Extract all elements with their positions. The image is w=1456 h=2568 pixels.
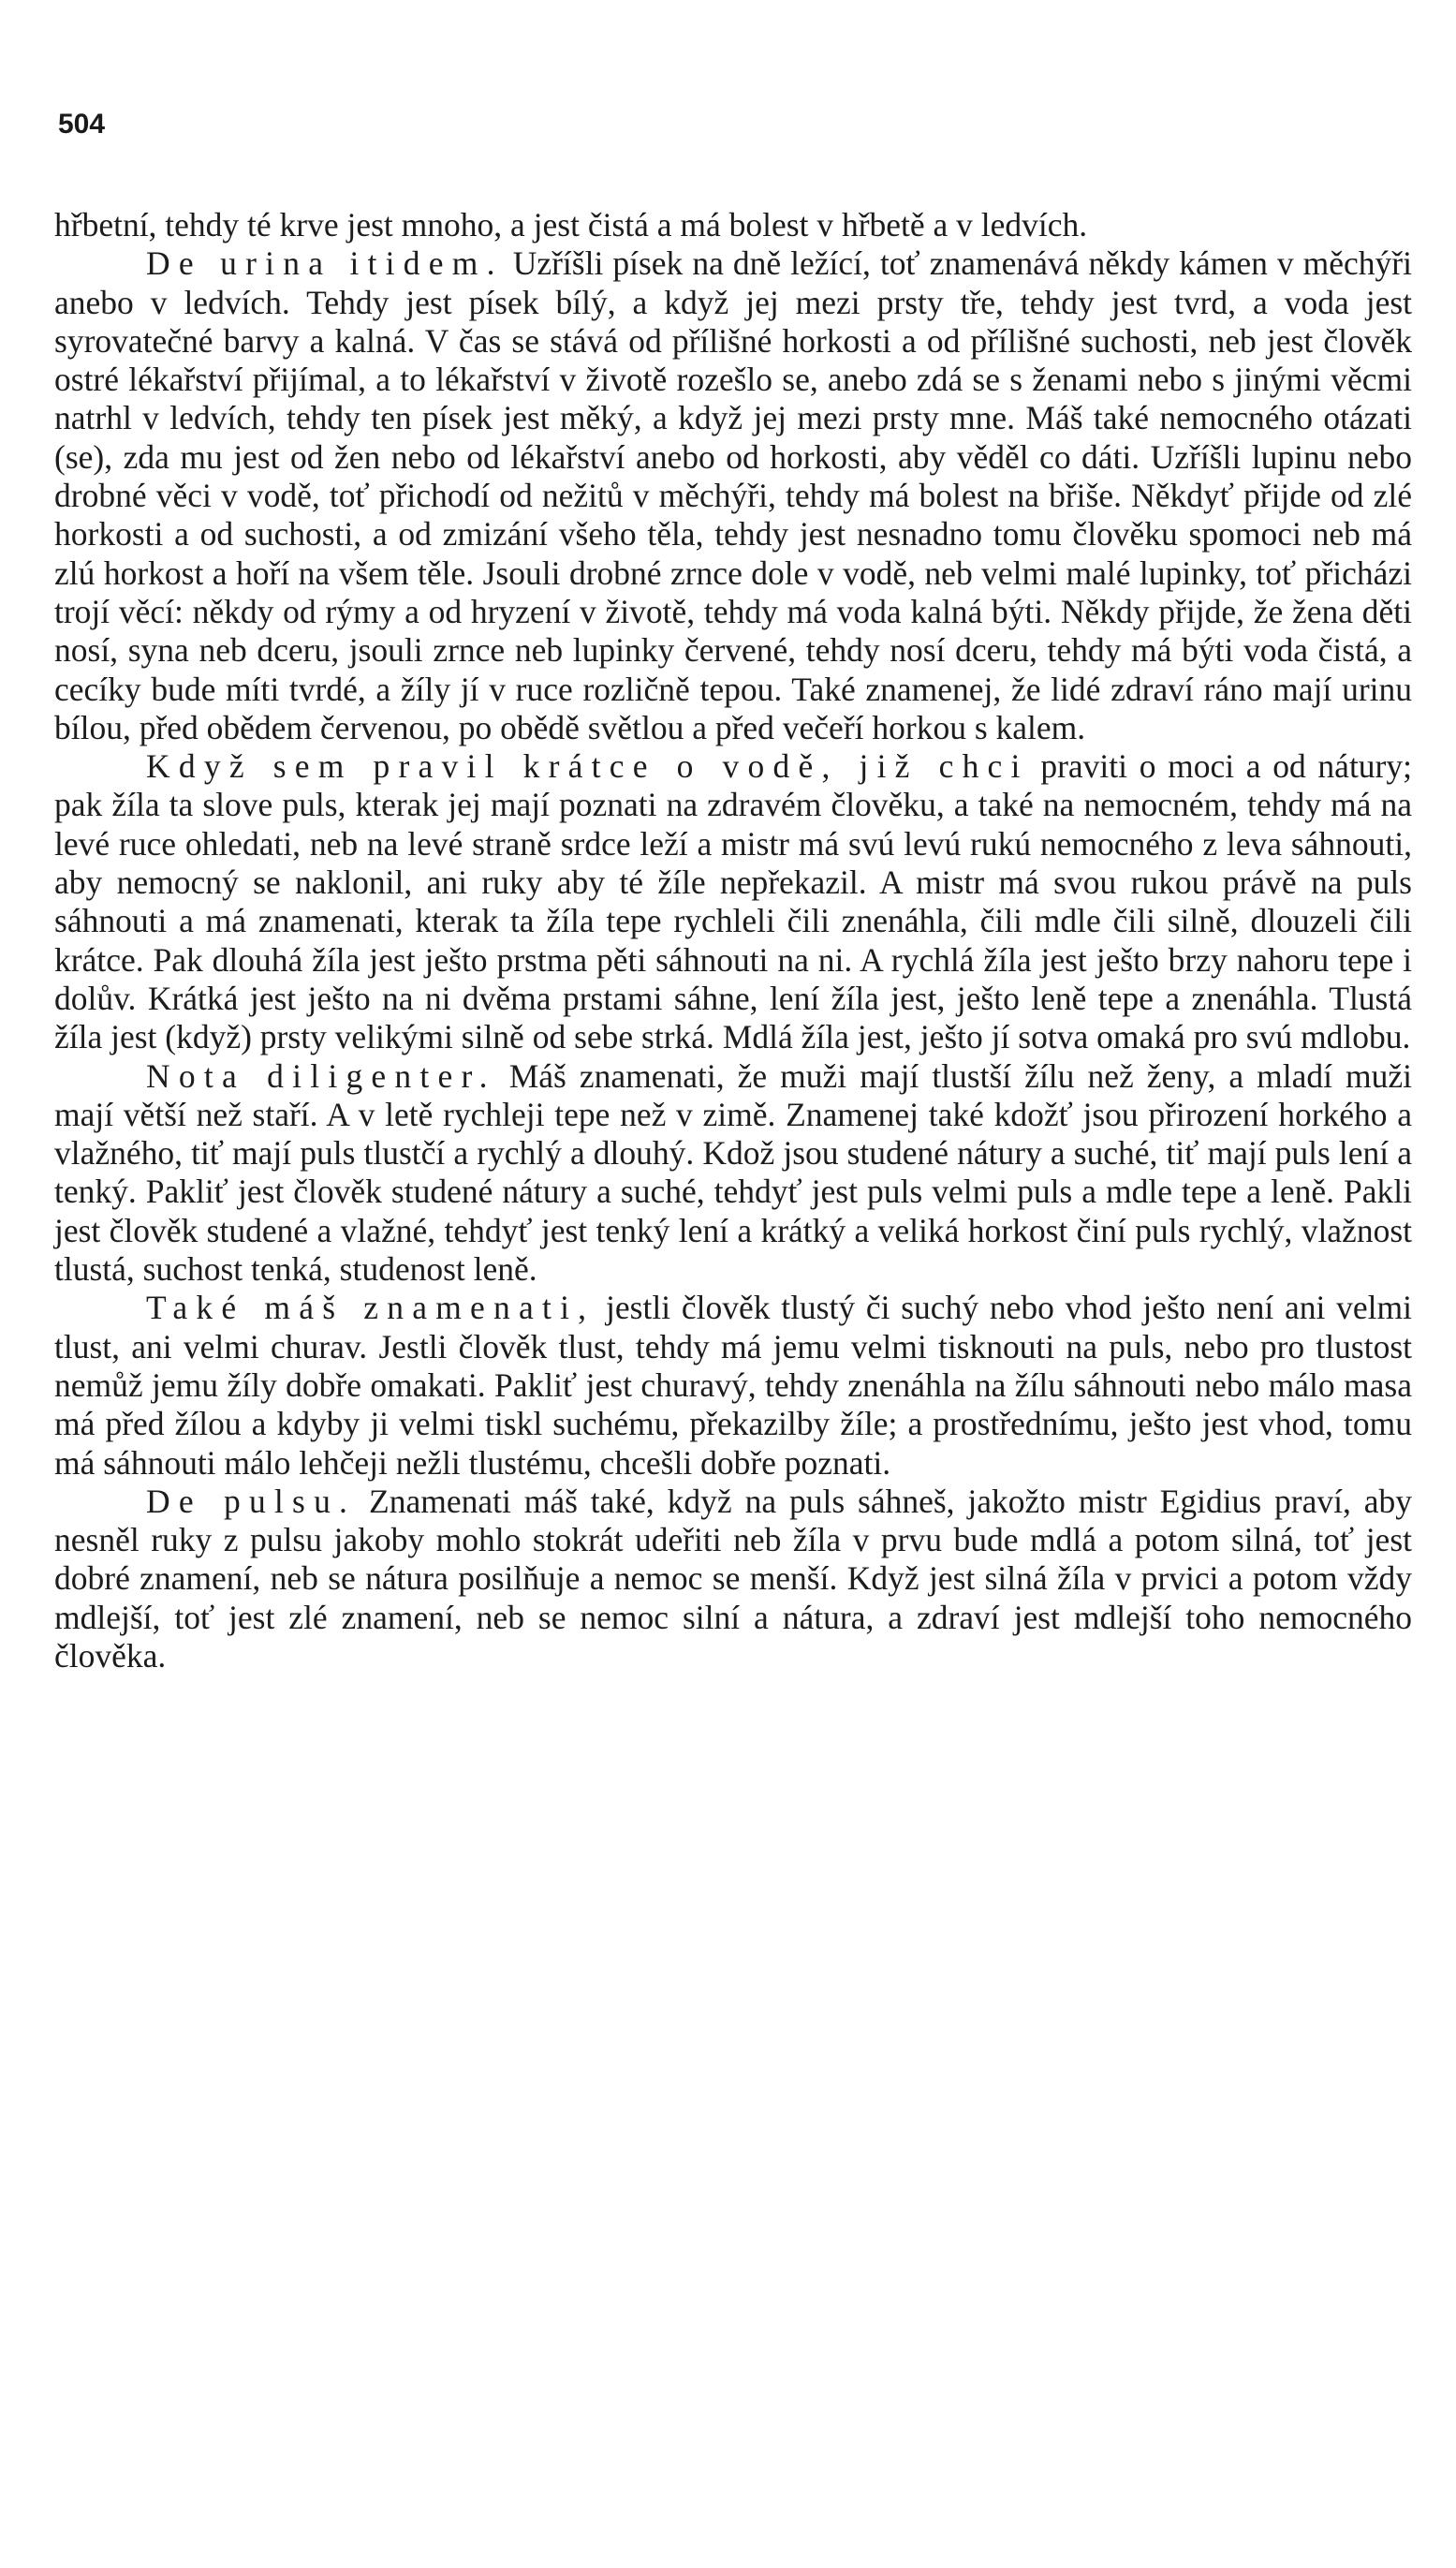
- paragraph-text: Máš znamenati, že muži mají tlustší žílu než ženy, a mladí muži mají větší než staří. A v letě rychleji tepe než v zimě. Znamenej také kdožť jsou přirození horkého a vlažného, tiť mají puls tlustčí a rychlý a dlouhý. Kdož jsou studené nátury a suché, tiť mají puls lení a tenký. Pakliť jest člověk studené nátury a suché, tehdyť jest puls velmi puls a mdle tepe a leně. Pakli jest člověk studené a vlažné, tehdyť jest tenký lení a krátký a veliká horkost činí puls rychlý, vlažnost tlustá, suchost tenká, studenost leně.: [54, 1056, 1412, 1289]
- paragraph-lead: Nota diligenter.: [146, 1056, 496, 1095]
- paragraph-text: hřbetní, tehdy té krve jest mnoho, a jest čistá a má bolest v hřbetě a v ledvích.: [54, 206, 1088, 244]
- paragraph-continuation: [54, 206, 1412, 244]
- paragraph-de-urina: [54, 244, 1412, 747]
- paragraph-lead: De urina itidem.: [146, 244, 504, 283]
- paragraph-text: jestli člověk tlustý či suchý nebo vhod ješto není ani velmi tlust, ani velmi churav. Jestli člověk tlust, tehdy má jemu velmi tisknouti na puls, nebo pro tlustost nemůž jemu žíly dobře omakati. Pakliť jest churavý, tehdy znenáhla na žílu sáhnouti nebo málo masa má před žílou a kdyby ji velmi tiskl suchému, překazilby žíle; a prostřednímu, ješto jest vhod, tomu má sáhnouti málo lehčeji nežli tlustému, chcešli dobře poznati.: [54, 1289, 1412, 1482]
- paragraph-lead: Když sem pravil krátce o vodě, již chci: [146, 747, 1029, 786]
- paragraph-text: Znamenati máš také, když na puls sáhneš, jakožto mistr Egidius praví, aby nesněl ruky z pulsu jakoby mohlo stokrát udeřiti neb žíla v prvu bude mdlá a potom silná, toť jest dobré znamení, neb se nátura posilňuje a nemoc se menší. Když jest silná žíla v prvici a potom vždy mdlejší, toť jest zlé znamení, neb se nemoc silní a nátura, a zdraví jest mdlejší toho nemocného člověka.: [54, 1482, 1412, 1675]
- paragraph-de-pulsu: [54, 1483, 1412, 1675]
- paragraph-text: praviti o moci a od nátury; pak žíla ta slove puls, kterak jej mají poznati na zdravém člověku, a také na nemocném, tehdy má na levé ruce ohledati, neb na levé straně srdce leží a mistr má svú levú rukú nemocného z leva sáhnouti, aby nemocný se naklonil, ani ruky aby té žíle nepřekazil. A mistr má svou rukou právě na puls sáhnouti a má znamenati, kterak ta žíla tepe rychleli čili znenáhla, čili mdle čili silně, dlouzeli čili krátce. Pak dlouhá žíla jest ješto prstma pěti sáhnouti na ni. A rychlá žíla jest ješto brzy nahoru tepe i dolův. Krátká jest ješto na ni dvěma prstami sáhne, lení žíla jest, ješto leně tepe a znenáhla. Tlustá žíla jest (když) prsty velikými silně od sebe strká. Mdlá žíla jest, ješto jí sotva omaká pro svú mdlobu.: [54, 747, 1412, 1056]
- paragraph-text: Uzříšli písek na dně ležící, toť znamenává někdy kámen v měchýři anebo v ledvích. Tehdy jest písek bílý, a když jej mezi prsty tře, tehdy jest tvrd, a voda jest syrovatečné barvy a kalná. V čas se stává od přílišné horkosti a od přílišné suchosti, neb jest člověk ostré lékařství přijímal, a to lékařství v životě rozešlo se, anebo zdá se s ženami nebo s jinými věcmi natrhl v ledvích, tehdy ten písek jest měký, a když jej mezi prsty mne. Máš také nemocného otázati (se), zda mu jest od žen nebo od lékařství anebo od horkosti, aby věděl co dáti. Uzříšli lupinu nebo drobné věci v vodě, toť přichodí od nežitů v měchýři, tehdy má bolest na břiše. Někdyť přijde od zlé horkosti a od suchosti, a od zmizání všeho těla, tehdy jest nesnadno tomu člověku spomoci neb má zlú horkost a hoří na všem těle. Jsouli drobné zrnce dole v vodě, neb velmi malé lupinky, toť přicházi trojí věcí: někdy od rýmy a od hryzení v životě, tehdy má voda kalná býti. Někdy přijde, že žena děti nosí, syna neb dceru, jsouli zrnce neb lupinky červené, tehdy nosí dceru, tehdy má býti voda čistá, a cecíky bude míti tvrdé, a žíly jí v ruce rozličně tepou. Také znamenej, že lidé zdraví ráno mají urinu bílou, před obědem červenou, po obědě světlou a před večeří horkou s kalem.: [54, 244, 1412, 746]
- paragraph-take-mas: [54, 1289, 1412, 1482]
- paragraph-nota-diligenter: [54, 1057, 1412, 1290]
- paragraph-lead: Také máš znamenati,: [146, 1289, 596, 1327]
- text-body: [54, 206, 1412, 1675]
- page-number: 504: [58, 109, 106, 140]
- paragraph-lead: De pulsu.: [146, 1482, 357, 1520]
- paragraph-kdyz-sem: [54, 747, 1412, 1056]
